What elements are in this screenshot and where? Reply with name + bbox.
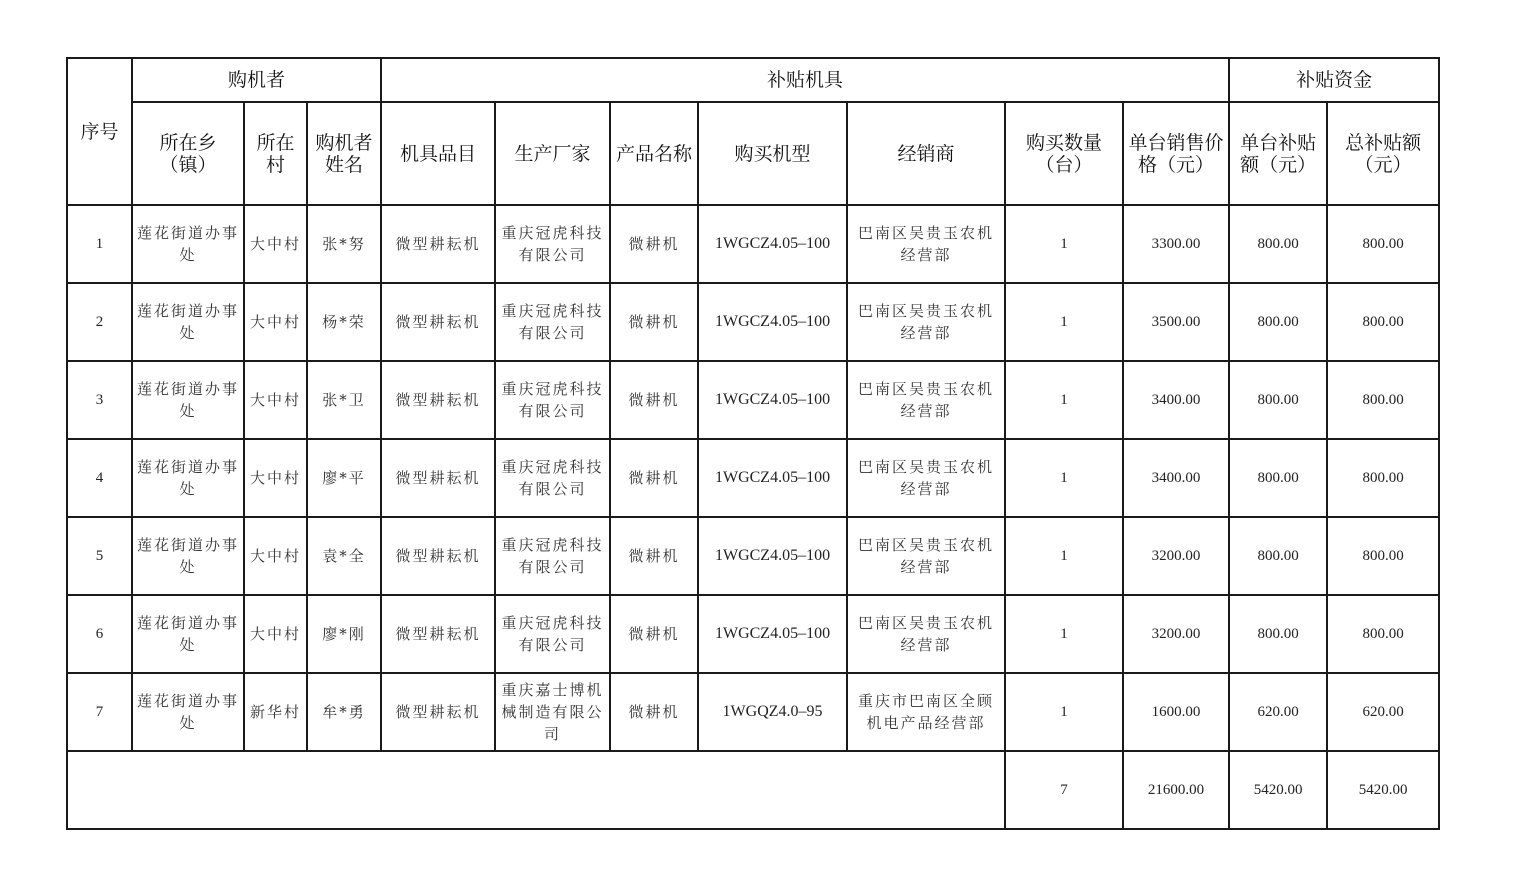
cell-total-subsidy: 800.00 [1327, 205, 1439, 283]
cell-model: 1WGQZ4.0–95 [698, 673, 847, 751]
cell-unit-price: 3400.00 [1123, 361, 1229, 439]
cell-total-subsidy: 800.00 [1327, 361, 1439, 439]
cell-dealer: 巴南区吴贵玉农机经营部 [847, 517, 1005, 595]
cell-total-subsidy: 800.00 [1327, 517, 1439, 595]
total-unit-subsidy: 5420.00 [1229, 751, 1327, 829]
header-village: 所在村 [244, 102, 307, 205]
cell-town: 莲花街道办事处 [132, 439, 244, 517]
cell-town: 莲花街道办事处 [132, 517, 244, 595]
table-row [67, 361, 1439, 439]
cell-product: 微耕机 [610, 283, 698, 361]
cell-manufacturer: 重庆冠虎科技有限公司 [495, 595, 610, 673]
cell-index: 4 [67, 439, 132, 517]
cell-unit-price: 3300.00 [1123, 205, 1229, 283]
table-row [67, 205, 1439, 283]
cell-manufacturer: 重庆冠虎科技有限公司 [495, 205, 610, 283]
cell-category: 微型耕耘机 [381, 517, 495, 595]
cell-manufacturer: 重庆冠虎科技有限公司 [495, 439, 610, 517]
cell-model: 1WGCZ4.05–100 [698, 283, 847, 361]
cell-category: 微型耕耘机 [381, 673, 495, 751]
totals-blank-cell [67, 751, 1005, 829]
cell-unit-subsidy: 800.00 [1229, 361, 1327, 439]
cell-buyer-name: 张*卫 [307, 361, 381, 439]
table-body [67, 205, 1439, 829]
cell-unit-subsidy: 800.00 [1229, 439, 1327, 517]
table-row [67, 517, 1439, 595]
cell-dealer: 巴南区吴贵玉农机经营部 [847, 439, 1005, 517]
header-unit-subsidy: 单台补贴额（元） [1229, 102, 1327, 205]
header-buyer-name: 购机者姓名 [307, 102, 381, 205]
cell-buyer-name: 杨*荣 [307, 283, 381, 361]
cell-qty: 1 [1005, 673, 1123, 751]
cell-village: 大中村 [244, 361, 307, 439]
cell-dealer: 巴南区吴贵玉农机经营部 [847, 595, 1005, 673]
header-index: 序号 [67, 58, 132, 205]
table-row [67, 283, 1439, 361]
header-unit-price: 单台销售价格（元） [1123, 102, 1229, 205]
table-row [67, 595, 1439, 673]
header-product: 产品名称 [610, 102, 698, 205]
cell-village: 新华村 [244, 673, 307, 751]
cell-buyer-name: 廖*平 [307, 439, 381, 517]
cell-index: 2 [67, 283, 132, 361]
header-group-buyer: 购机者 [132, 58, 381, 102]
cell-dealer: 巴南区吴贵玉农机经营部 [847, 205, 1005, 283]
cell-town: 莲花街道办事处 [132, 361, 244, 439]
cell-category: 微型耕耘机 [381, 205, 495, 283]
cell-category: 微型耕耘机 [381, 439, 495, 517]
header-category: 机具品目 [381, 102, 495, 205]
cell-manufacturer: 重庆冠虎科技有限公司 [495, 517, 610, 595]
cell-town: 莲花街道办事处 [132, 673, 244, 751]
cell-town: 莲花街道办事处 [132, 205, 244, 283]
cell-category: 微型耕耘机 [381, 595, 495, 673]
cell-village: 大中村 [244, 439, 307, 517]
cell-total-subsidy: 800.00 [1327, 595, 1439, 673]
cell-buyer-name: 袁*全 [307, 517, 381, 595]
cell-unit-subsidy: 800.00 [1229, 283, 1327, 361]
cell-unit-subsidy: 800.00 [1229, 517, 1327, 595]
cell-buyer-name: 张*努 [307, 205, 381, 283]
cell-product: 微耕机 [610, 673, 698, 751]
cell-qty: 1 [1005, 517, 1123, 595]
cell-product: 微耕机 [610, 517, 698, 595]
cell-unit-price: 3200.00 [1123, 595, 1229, 673]
cell-unit-subsidy: 620.00 [1229, 673, 1327, 751]
cell-dealer: 巴南区吴贵玉农机经营部 [847, 283, 1005, 361]
cell-model: 1WGCZ4.05–100 [698, 517, 847, 595]
cell-qty: 1 [1005, 205, 1123, 283]
cell-unit-subsidy: 800.00 [1229, 595, 1327, 673]
cell-category: 微型耕耘机 [381, 361, 495, 439]
table-row [67, 673, 1439, 751]
cell-manufacturer: 重庆冠虎科技有限公司 [495, 361, 610, 439]
header-qty: 购买数量（台） [1005, 102, 1123, 205]
cell-town: 莲花街道办事处 [132, 595, 244, 673]
cell-unit-price: 3500.00 [1123, 283, 1229, 361]
cell-index: 5 [67, 517, 132, 595]
cell-village: 大中村 [244, 517, 307, 595]
totals-row [67, 751, 1439, 829]
cell-model: 1WGCZ4.05–100 [698, 439, 847, 517]
cell-qty: 1 [1005, 361, 1123, 439]
header-group-machine: 补贴机具 [381, 58, 1229, 102]
cell-product: 微耕机 [610, 439, 698, 517]
cell-category: 微型耕耘机 [381, 283, 495, 361]
cell-total-subsidy: 620.00 [1327, 673, 1439, 751]
cell-index: 3 [67, 361, 132, 439]
cell-model: 1WGCZ4.05–100 [698, 205, 847, 283]
cell-qty: 1 [1005, 595, 1123, 673]
cell-buyer-name: 牟*勇 [307, 673, 381, 751]
table-row [67, 439, 1439, 517]
cell-qty: 1 [1005, 283, 1123, 361]
cell-unit-price: 3200.00 [1123, 517, 1229, 595]
cell-manufacturer: 重庆嘉士博机械制造有限公司 [495, 673, 610, 751]
cell-model: 1WGCZ4.05–100 [698, 595, 847, 673]
cell-manufacturer: 重庆冠虎科技有限公司 [495, 283, 610, 361]
header-dealer: 经销商 [847, 102, 1005, 205]
cell-unit-price: 3400.00 [1123, 439, 1229, 517]
cell-total-subsidy: 800.00 [1327, 439, 1439, 517]
cell-unit-subsidy: 800.00 [1229, 205, 1327, 283]
cell-dealer: 巴南区吴贵玉农机经营部 [847, 361, 1005, 439]
cell-total-subsidy: 800.00 [1327, 283, 1439, 361]
cell-village: 大中村 [244, 283, 307, 361]
total-total-subsidy: 5420.00 [1327, 751, 1439, 829]
header-model: 购买机型 [698, 102, 847, 205]
header-manufacturer: 生产厂家 [495, 102, 610, 205]
cell-index: 1 [67, 205, 132, 283]
cell-index: 6 [67, 595, 132, 673]
header-group-fund: 补贴资金 [1229, 58, 1439, 102]
total-price: 21600.00 [1123, 751, 1229, 829]
header-total-subsidy: 总补贴额（元） [1327, 102, 1439, 205]
cell-index: 7 [67, 673, 132, 751]
cell-dealer: 重庆市巴南区全顾机电产品经营部 [847, 673, 1005, 751]
cell-village: 大中村 [244, 595, 307, 673]
cell-product: 微耕机 [610, 595, 698, 673]
cell-unit-price: 1600.00 [1123, 673, 1229, 751]
cell-product: 微耕机 [610, 361, 698, 439]
cell-buyer-name: 廖*刚 [307, 595, 381, 673]
cell-product: 微耕机 [610, 205, 698, 283]
cell-model: 1WGCZ4.05–100 [698, 361, 847, 439]
cell-qty: 1 [1005, 439, 1123, 517]
cell-town: 莲花街道办事处 [132, 283, 244, 361]
total-qty: 7 [1005, 751, 1123, 829]
cell-village: 大中村 [244, 205, 307, 283]
subsidy-table [66, 57, 1440, 830]
header-town: 所在乡（镇） [132, 102, 244, 205]
